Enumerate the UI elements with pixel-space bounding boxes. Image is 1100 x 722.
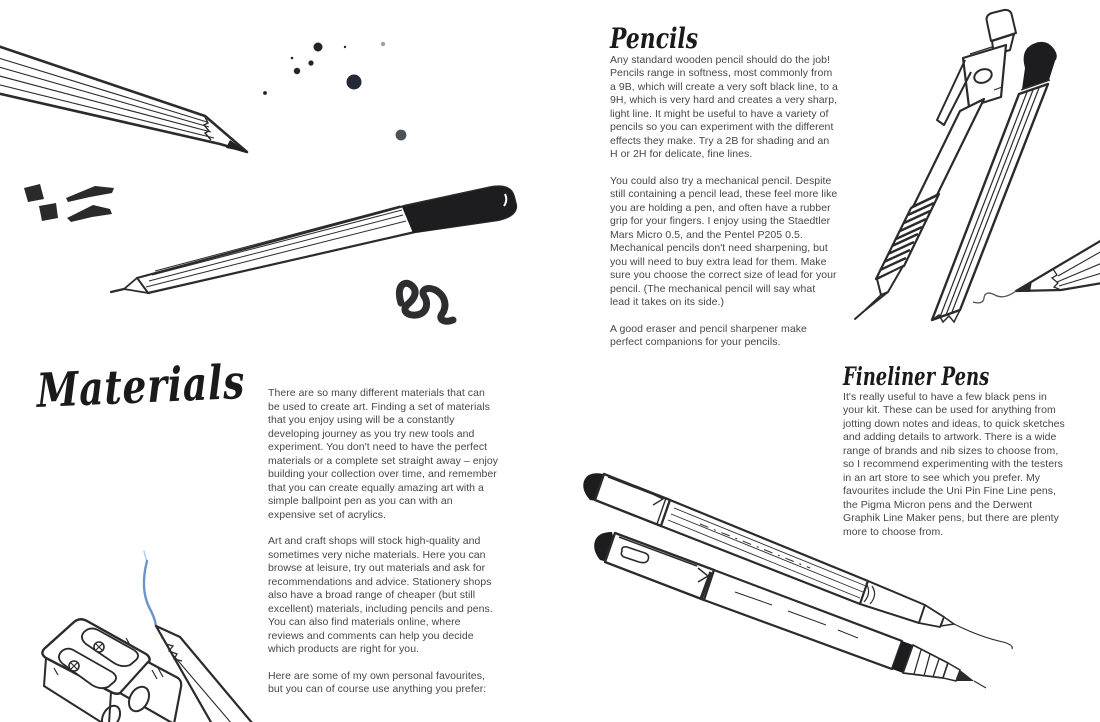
section-pencils bbox=[610, 22, 838, 363]
materials-paragraph-2: Art and craft shops will stock high-quality and sometimes very niche materials. Here you can browse at leisure, try out materials and ask for recommendations and advice. Stationery shops also have a broad range of cheaper (but still excellent) materials, including pencils and pens. You can also find materials online, where reviews and comments can help you decide which products are right for you. bbox=[268, 535, 493, 655]
materials-paragraph-1: There are so many different materials that can be used to create art. Finding a set of materials that you enjoy using will be a constantly developing journey as you try new tools and experiment. You don't need to have the perfect materials or a complete set straight away – enjoy building your collection over time, and remember that you can create equally amazing art with a simple ballpoint pen as you can with an expensive set of acrylics. bbox=[268, 387, 499, 521]
corner-pencil-illustration bbox=[973, 240, 1100, 303]
charcoal-pieces-illustration bbox=[24, 184, 114, 222]
marker-pen-illustration bbox=[111, 186, 516, 293]
pencils-paragraph-2: You could also try a mechanical pencil. Despite still containing a pencil lead, these feel more like you are holding a pen, and often have a rubber grip for your fingers. I enjoy using the Staedtler Mars Micro 0.5, and the Pentel P205 0.5. Mechanical pencils don't need sharpening, but you will need to buy extra lead for them. Make sure you choose the correct size of lead for your pencil. (The mechanical pencil will say what lead it takes on its side.) bbox=[610, 174, 838, 308]
materials-paragraph-3: Here are some of my own personal favourites, but you can of course use anything you prefer: bbox=[268, 669, 487, 695]
fineliner-paragraph-1: It's really useful to have a few black pens in your kit. These can be used for anything from jotting down notes and ideas, to quick sketches and adding details to artwork. There is a wide range of brands and nib sizes to choose from, so I recommend experimenting with the testers in an art store to see which you prefer. My favourites include the Uni Pin Fine Line pens, the Pigma Micron pens and the Derwent Graphik Line Maker pens, but there are plenty more to choose from. bbox=[843, 390, 1065, 538]
pencils-paragraph-3: A good eraser and pencil sharpener make perfect companions for your pencils. bbox=[610, 322, 807, 348]
section-fineliner-pens bbox=[843, 362, 1069, 552]
ink-squiggle-illustration bbox=[399, 283, 453, 321]
fineliner-pens-heading: Fineliner Pens bbox=[843, 362, 990, 391]
graphite-pencil-illustration bbox=[0, 44, 247, 152]
pencils-heading: Pencils bbox=[610, 22, 699, 55]
ink-splatter-illustration bbox=[263, 42, 406, 141]
left-page-title: Materials bbox=[36, 354, 246, 419]
left-page-body bbox=[268, 387, 499, 710]
pencils-paragraph-1: Any standard wooden pencil should do the job! Pencils range in softness, most commonly from a 9B, which will create a very soft black line, to a 9H, which is very hard and creates a very sharp, light line. It might be useful to have a variety of pencils so you can experiment with the different effects they make. Try a 2B for shading and an H or 2H for delicate, fine lines. bbox=[610, 53, 838, 160]
